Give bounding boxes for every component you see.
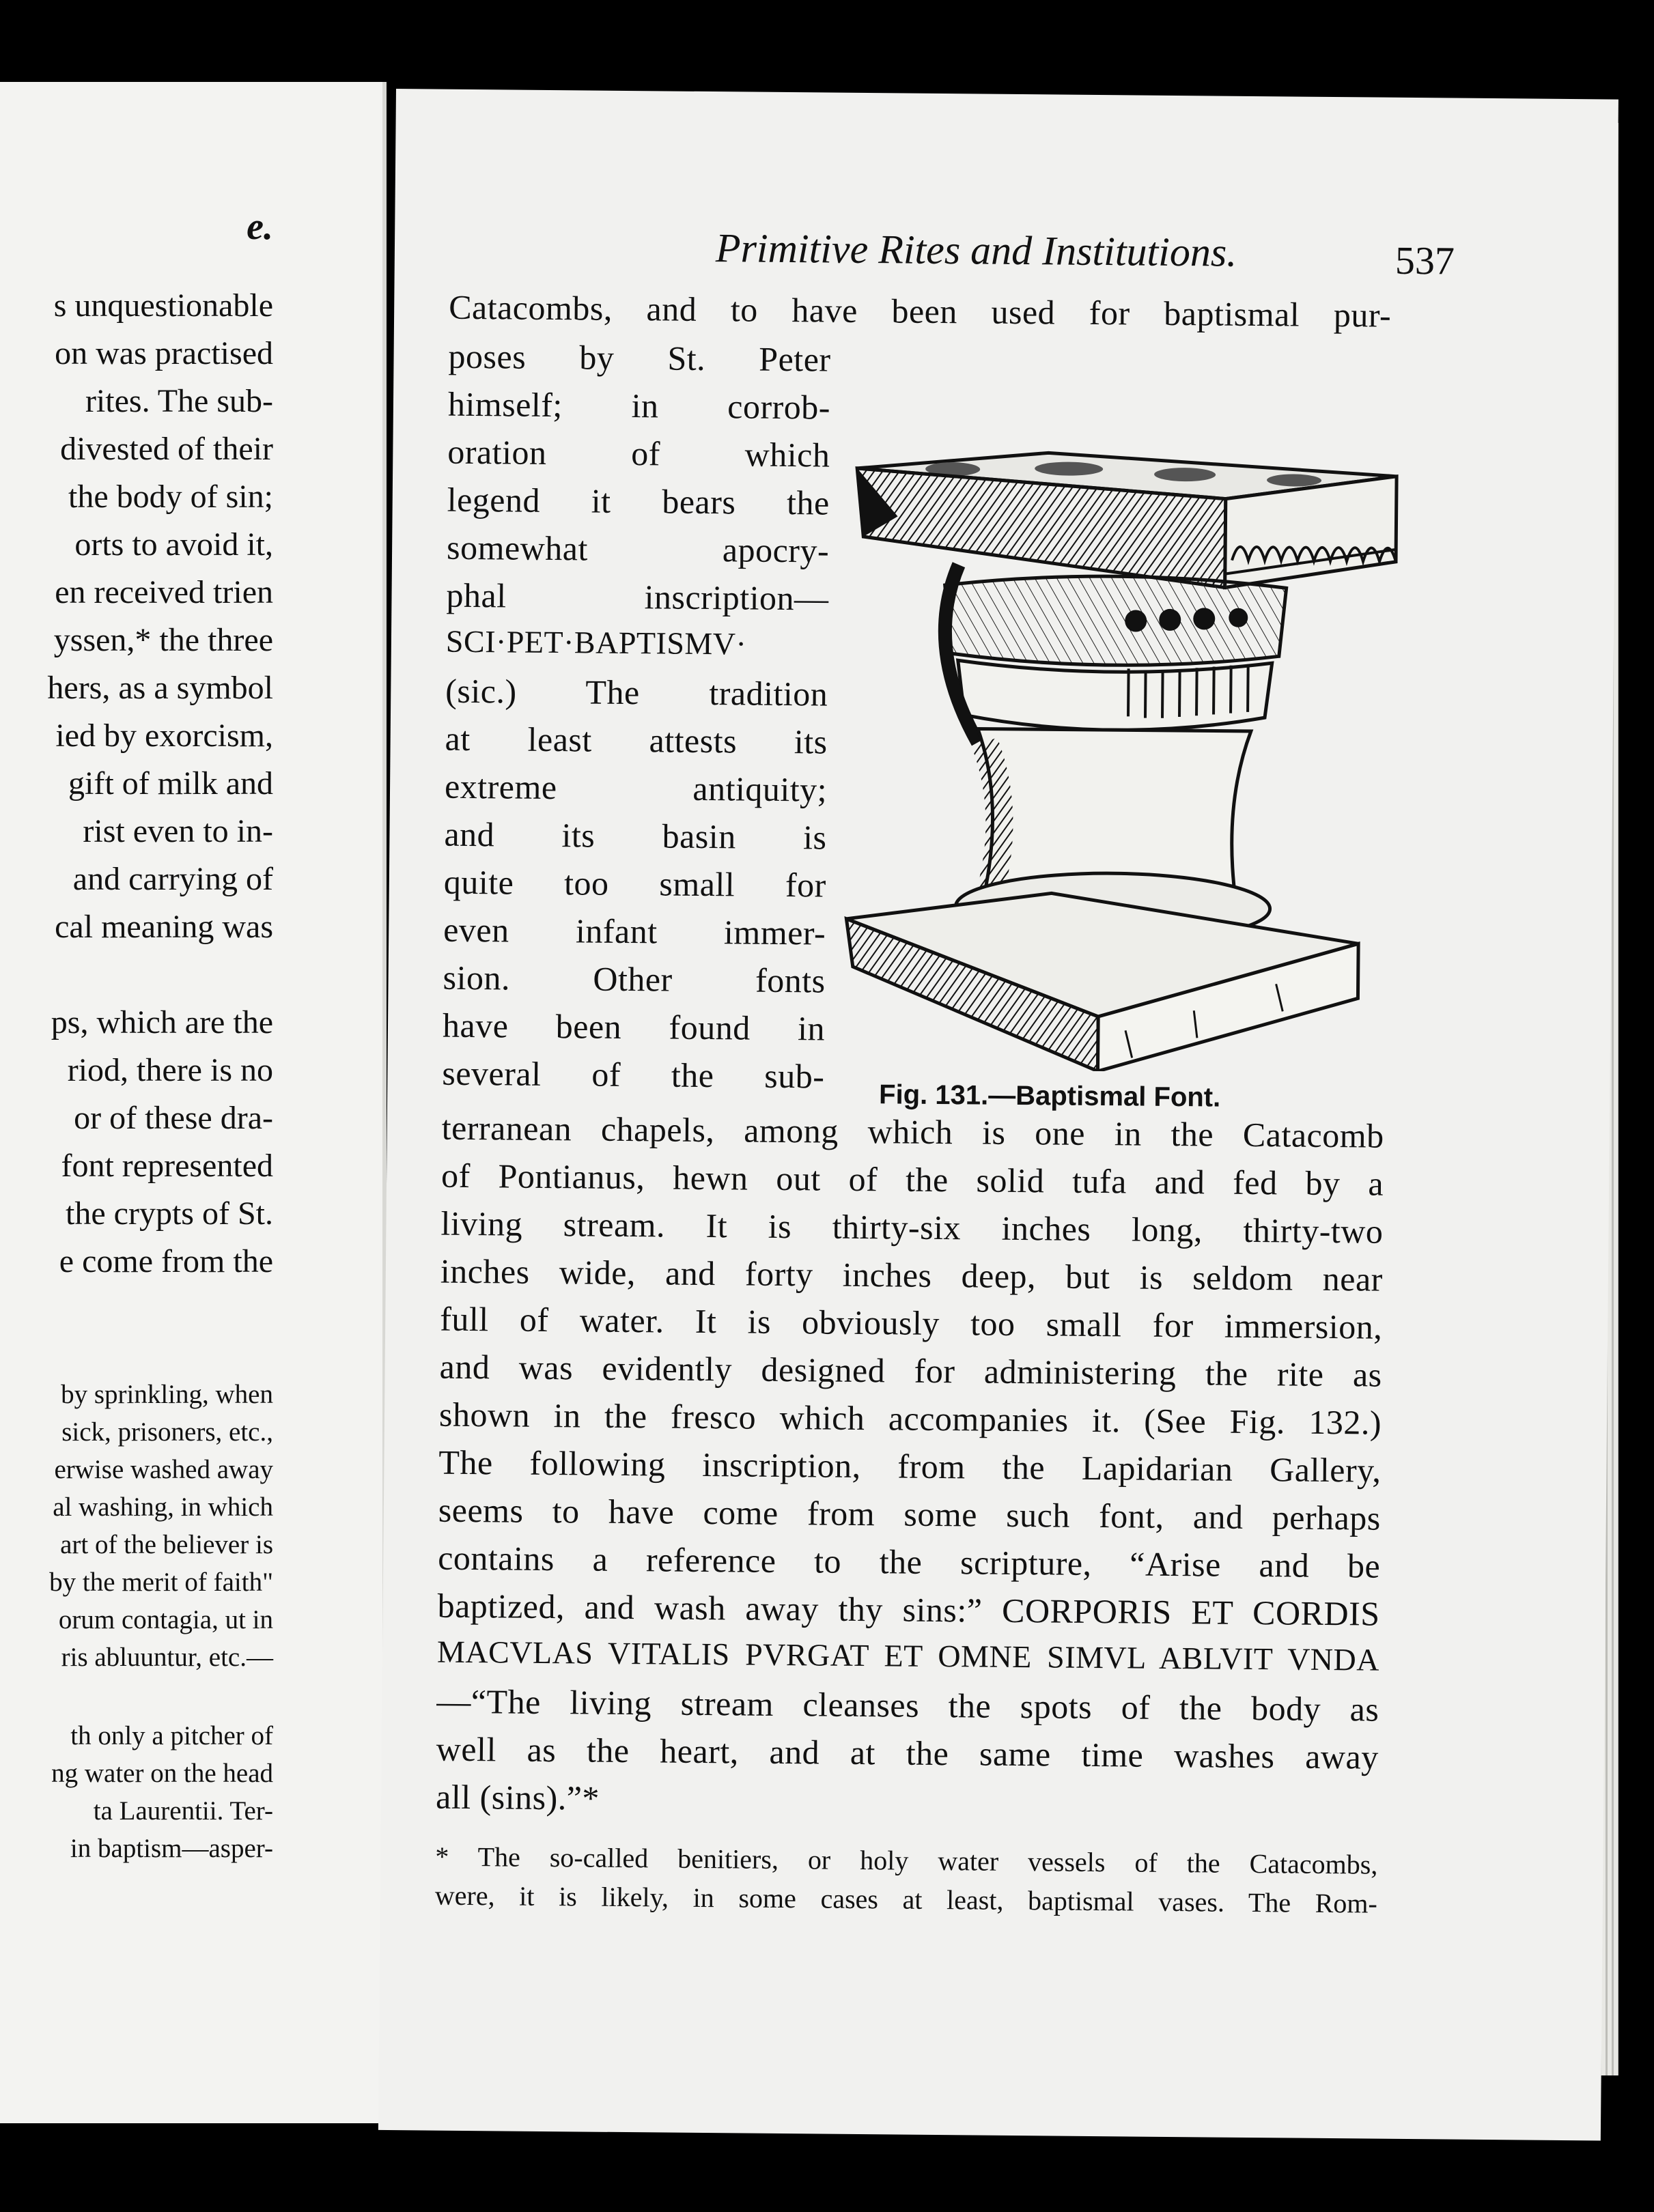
body-line: [441, 1108, 1384, 1156]
wrapped-line-text: and its basin is: [444, 814, 827, 857]
left-note-line: by sprinkling, when: [61, 1380, 273, 1409]
wrapped-line-text: have been found in: [442, 1006, 826, 1048]
left-page: [0, 82, 387, 2123]
left-note-line: erwise washed away: [54, 1455, 273, 1484]
baptismal-font-illustration: [838, 359, 1411, 1074]
body-line: [438, 1538, 1380, 1586]
figure-caption: Fig. 131.—Baptismal Font.: [878, 1079, 1221, 1113]
body-line-text: and was evidently designed for administering the rite as: [439, 1347, 1382, 1394]
left-note-line: orum contagia, ut in: [58, 1605, 273, 1634]
wrapped-line: [444, 814, 826, 857]
left-text-line: ps, which are the: [51, 1004, 273, 1040]
left-note-line: ris abluuntur, etc.—: [61, 1643, 273, 1672]
body-line-text: contains a reference to the scripture, “Arise and be: [437, 1538, 1381, 1585]
left-note-line: by the merit of faith": [49, 1568, 273, 1597]
left-text-line: gift of milk and: [68, 765, 273, 802]
wrapped-line: [448, 384, 830, 427]
wrapped-line-text: somewhat apocry-: [446, 528, 830, 570]
left-text-line: e come from the: [59, 1243, 273, 1279]
wrapped-line: [443, 958, 825, 1001]
left-text-line: riod, there is no: [67, 1052, 273, 1088]
left-running-head-fragment: e.: [247, 205, 273, 248]
body-line: [439, 1395, 1382, 1443]
body-line-text: living stream. It is thirty-six inches long, thirty-two: [440, 1204, 1384, 1251]
left-text-line: the body of sin;: [68, 479, 273, 515]
wrapped-line-text: quite too small for: [443, 862, 827, 905]
body-line: [437, 1586, 1379, 1634]
wrapped-line: [445, 719, 827, 762]
wrapped-line: [442, 1053, 824, 1096]
wrapped-line-text: extreme antiquity;: [444, 767, 828, 809]
body-line: [436, 1729, 1379, 1777]
body-line: [440, 1299, 1382, 1347]
left-text-line: rist even to in-: [83, 813, 273, 849]
body-line-text: —“The living stream cleanses the spots of the body as: [436, 1682, 1379, 1729]
body-line-text: well as the heart, and at the same time washes away: [436, 1729, 1379, 1776]
footnote-text: were, it is likely, in some cases at least, baptismal vases. The Rom-: [434, 1880, 1378, 1919]
wrapped-line: [445, 671, 828, 714]
body-line: [436, 1777, 1378, 1825]
body-line-text: terranean chapels, among which is one in the Catacomb: [441, 1108, 1384, 1155]
wrapped-line-text: himself; in corrob-: [447, 384, 831, 427]
wrapped-line-text: legend it bears the: [447, 480, 830, 522]
body-line: [440, 1251, 1383, 1299]
left-note-line: art of the believer is: [60, 1530, 273, 1559]
body-line: [439, 1347, 1382, 1395]
body-line-text: all (sins).”*: [435, 1777, 600, 1817]
running-head: Primitive Rites and Institutions.: [715, 225, 1237, 275]
wrapped-line: [446, 576, 828, 619]
body-line: [438, 1490, 1381, 1538]
left-text-line: yssen,* the three: [53, 622, 273, 658]
left-note-line: ng water on the head: [51, 1759, 273, 1788]
wrapped-line: [447, 432, 830, 475]
body-line: [440, 1204, 1383, 1251]
body-line: [449, 287, 1391, 335]
body-line-text: inches wide, and forty inches deep, but is seldom near: [440, 1251, 1384, 1299]
wrapped-line: [447, 480, 829, 523]
left-text-line: font represented: [61, 1148, 273, 1184]
left-note-line: in baptism—asper-: [70, 1834, 273, 1863]
body-line-text: baptized, and wash away thy sins:” CORPORIS ET CORDIS: [437, 1586, 1380, 1633]
wrapped-line-text: at least attests its: [445, 719, 828, 761]
left-text-line: ied by exorcism,: [55, 718, 273, 754]
wrapped-line: [448, 337, 830, 380]
footnote-line: [435, 1841, 1377, 1881]
wrapped-line-text: several of the sub-: [442, 1053, 825, 1096]
left-note-line: al washing, in which: [53, 1492, 273, 1522]
left-note-line: th only a pitcher of: [70, 1721, 273, 1750]
body-line: [436, 1682, 1379, 1729]
wrapped-line-text: sion. Other fonts: [443, 958, 826, 1000]
body-line-text: Catacombs, and to have been used for baptismal pur-: [448, 287, 1392, 335]
wrapped-line-text: poses by St. Peter: [448, 337, 831, 379]
wrapped-line: [443, 910, 826, 953]
inscription-line: SCI·PET·BAPTISMV·: [445, 623, 747, 662]
wrapped-line-text: even infant immer-: [443, 910, 826, 952]
left-text-line: and carrying of: [72, 861, 273, 897]
wrapped-line: [447, 528, 829, 571]
left-text-line: on was practised: [55, 335, 273, 371]
body-line-text: The following inscription, from the Lapidarian Gallery,: [438, 1443, 1382, 1490]
wrapped-line: [444, 862, 826, 905]
right-page: [378, 89, 1618, 2141]
wrapped-line-text: oration of which: [447, 432, 830, 474]
wrapped-line-text: phal inscription—: [446, 576, 829, 618]
body-line: [441, 1156, 1384, 1204]
left-text-line: hers, as a symbol: [47, 670, 273, 706]
left-text-line: en received trien: [55, 574, 273, 610]
body-line: [437, 1634, 1379, 1678]
footnote-line: [435, 1880, 1377, 1920]
body-line-text: shown in the fresco which accompanies it. (See Fig. 132.): [438, 1395, 1382, 1442]
left-text-line: divested of their: [60, 431, 273, 467]
page-number: 537: [1394, 238, 1455, 283]
wrapped-line: [443, 1006, 825, 1049]
left-note-line: ta Laurentii. Ter-: [93, 1796, 273, 1826]
left-note-line: sick, prisoners, etc.,: [61, 1417, 273, 1447]
body-line: [438, 1443, 1381, 1490]
body-line-text: of Pontianus, hewn out of the solid tufa and fed by a: [440, 1156, 1384, 1203]
footnote-text: * The so-called benitiers, or holy water vessels of the Catacombs,: [435, 1841, 1378, 1880]
left-text-line: cal meaning was: [55, 909, 273, 945]
left-text-line: or of these dra-: [74, 1100, 273, 1136]
inscription-line: MACVLAS VITALIS PVRGAT ET OMNE SIMVL ABLVIT VNDA: [436, 1634, 1380, 1677]
left-text-line: orts to avoid it,: [74, 526, 273, 563]
body-line-text: full of water. It is obviously too small for immersion,: [440, 1299, 1383, 1346]
left-text-line: s unquestionable: [53, 287, 273, 324]
wrapped-line-text: (sic.) The tradition: [445, 671, 828, 713]
wrapped-line: [446, 623, 828, 663]
left-text-line: rites. The sub-: [85, 383, 273, 419]
wrapped-line: [445, 767, 827, 810]
body-line-text: seems to have come from some such font, and perhaps: [438, 1490, 1382, 1537]
left-text-line: the crypts of St.: [66, 1195, 273, 1232]
